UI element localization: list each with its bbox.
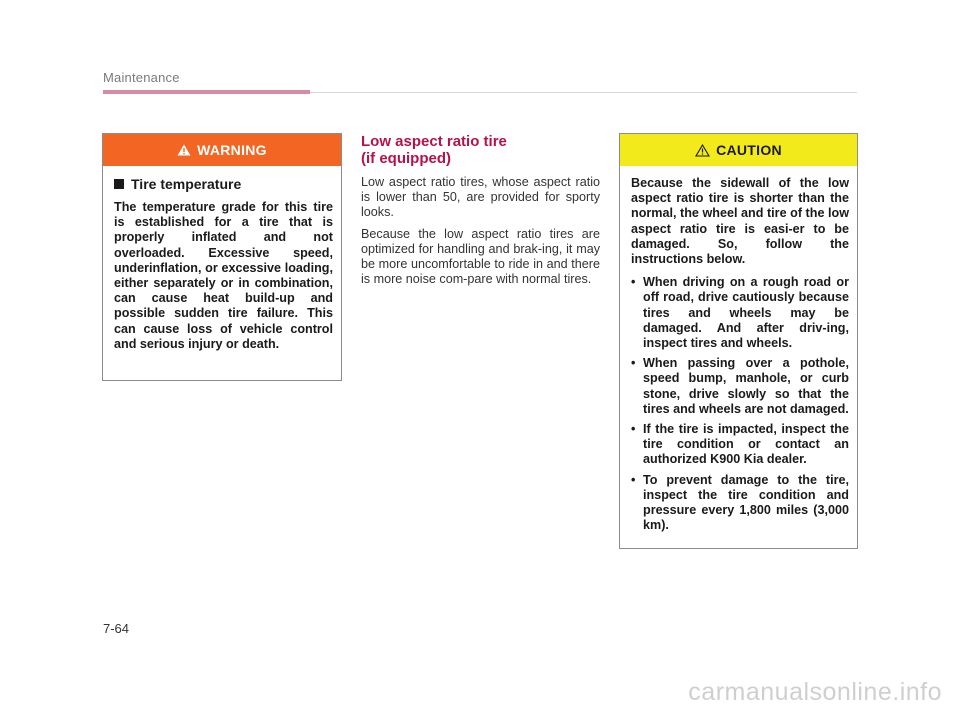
warning-box (102, 133, 342, 381)
section-title-line1: Low aspect ratio tire (361, 133, 507, 150)
header-divider (310, 92, 857, 93)
caution-triangle-icon (695, 144, 710, 157)
watermark: carmanualsonline.info (688, 678, 942, 706)
header-accent-bar (103, 90, 310, 94)
main-section (361, 133, 600, 293)
caution-list (631, 275, 849, 533)
warning-text: The temperature grade for this tire is established for a tire that is properly inflated and not overloaded. Excessive speed, underinflation, or excessive loading, either separately or in combination, can cause heat build-up and possible sudden tire failure. This can cause loss of vehicle control and serious injury or death. (114, 200, 333, 351)
warning-subtitle-text: Tire temperature (131, 176, 242, 192)
section-header: Maintenance (103, 70, 180, 85)
caution-label: CAUTION (716, 142, 782, 158)
list-item: • If the tire is impacted, inspect the tire condition or contact an authorized K900 Kia dealer. (631, 422, 849, 468)
warning-label: WARNING (197, 142, 267, 158)
section-title-line2: (if equipped) (361, 150, 451, 167)
caution-box (619, 133, 858, 549)
caution-header (620, 134, 857, 166)
section-title (361, 133, 600, 167)
paragraph: Low aspect ratio tires, whose aspect ratio is lower than 50, are provided for sporty looks. (361, 175, 600, 220)
warning-triangle-icon (177, 144, 191, 156)
list-item: • When passing over a pothole, speed bump, manhole, or curb stone, drive slowly so that the tires and wheels are not damaged. (631, 356, 849, 417)
list-item: • When driving on a rough road or off road, drive cautiously because tires and wheels may be damaged. And after driv-ing, inspect tires and wheels. (631, 275, 849, 351)
list-item: • To prevent damage to the tire, inspect the tire condition and pressure every 1,800 miles (3,000 km). (631, 473, 849, 534)
paragraph: Because the low aspect ratio tires are optimized for handling and brak-ing, it may be more uncomfortable to ride in and there is more noise com-pare with normal tires. (361, 226, 600, 287)
warning-subtitle (114, 176, 333, 192)
page-number: 7-64 (103, 621, 130, 636)
square-bullet-icon (114, 179, 124, 189)
warning-header (103, 134, 341, 166)
caution-intro: Because the sidewall of the low aspect ratio tire is shorter than the normal, the wheel and tire of the low aspect ratio tire is easi-er to be damaged. So, follow the instructions below. (631, 176, 849, 267)
